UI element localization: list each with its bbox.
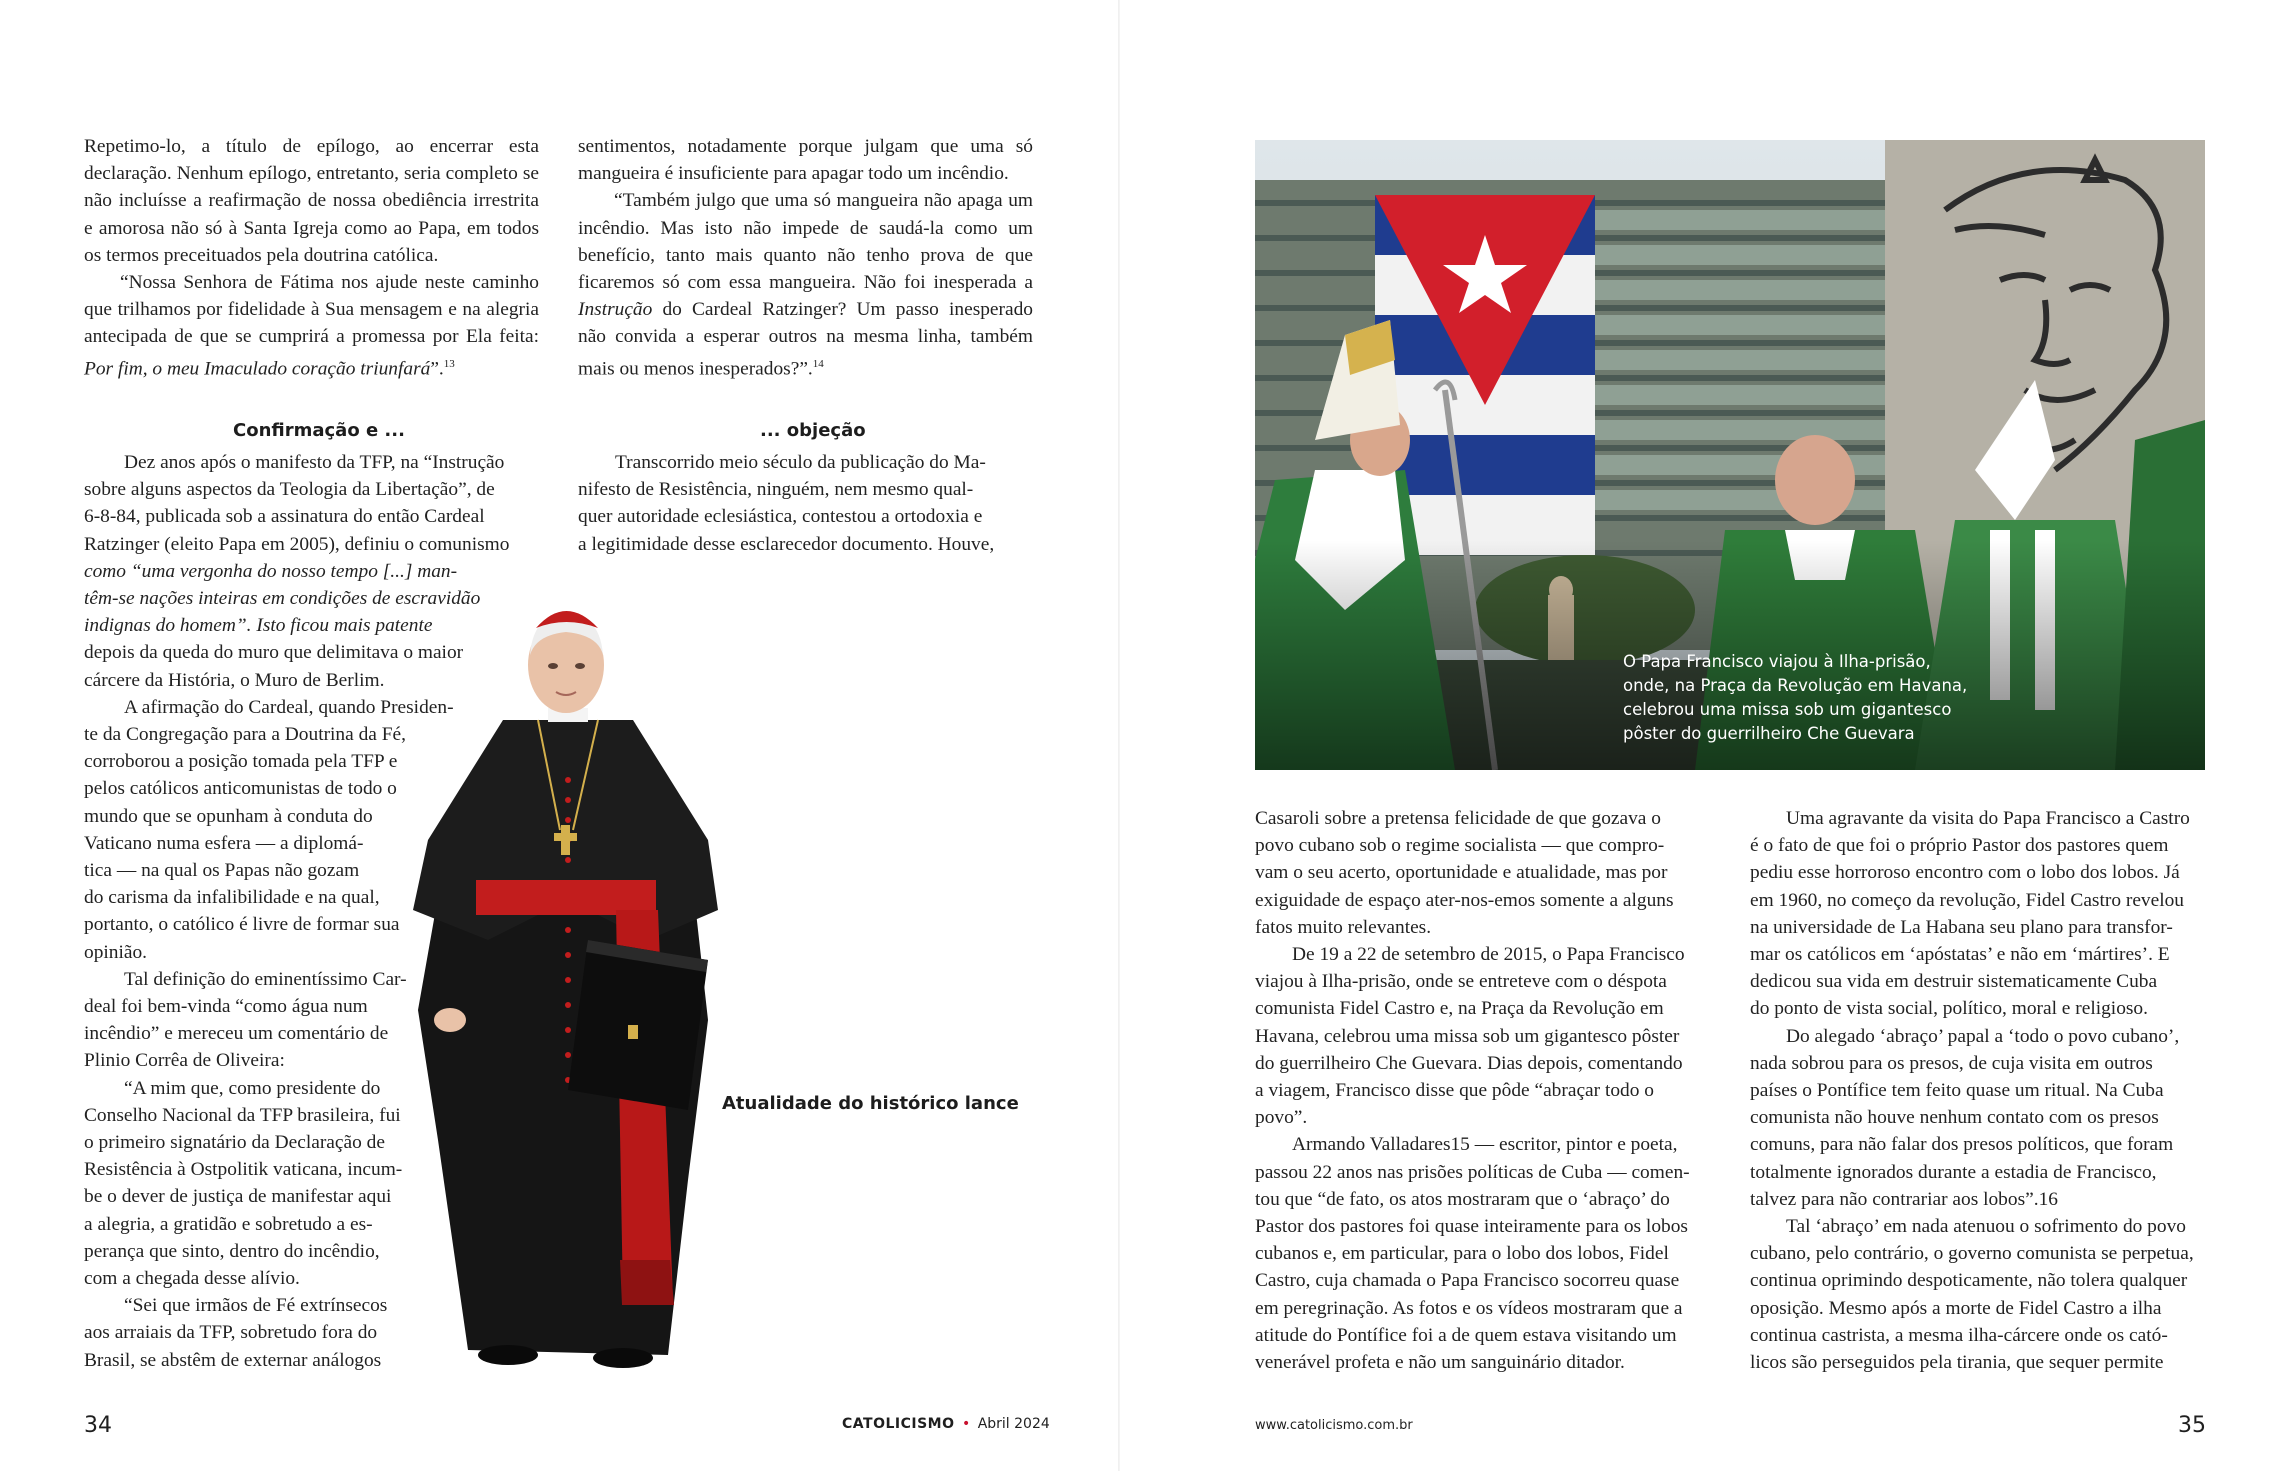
text-line: Conselho Nacional da TFP brasileira, fui [84, 1104, 401, 1126]
text-line: sobre alguns aspectos da Teologia da Libertação”, de [84, 479, 495, 501]
text-line: cubanos e, em particular, para o lobo dos lobos, Fidel [1255, 1243, 1669, 1265]
paragraph: sentimentos, notadamente porque julgam que uma só mangueira é insuficiente para apagar todo um incêndio. [578, 136, 1033, 185]
text-line: na universidade de La Habana seu plano para transfor- [1750, 916, 2173, 938]
text-line: do ponto de vista social, político, moral e religioso. [1750, 998, 2148, 1020]
paragraph: “Nossa Senhora de Fátima nos ajude neste caminho que trilhamos por fidelidade à Sua mensagem e na alegria antecipada de que se cumprirá a promessa por Ela feita: Por fim, o meu Imaculado coração triunfará”.$^{13}$ [84, 272, 539, 380]
issue-date: Abril 2024 [977, 1416, 1050, 1432]
text-line: cubano, pelo contrário, o governo comunista se perpetua, [1750, 1243, 2194, 1265]
text-line: Tal definição do eminentíssimo Car- [124, 968, 407, 990]
text-line: incêndio” e mereceu um comentário de [84, 1023, 389, 1045]
text-line: “A mim que, como presidente do [124, 1077, 381, 1099]
text-line: exiguidade de espaço ater-nos-emos somente a alguns [1255, 889, 1674, 911]
text-line: fatos muito relevantes. [1255, 916, 1432, 938]
text-line: corroborou a posição tomada pela TFP e [84, 751, 398, 773]
text-line: é o fato de que foi o próprio Pastor dos pastores quem [1750, 835, 2169, 857]
heading-confirmacao: Confirmação e ... [233, 420, 405, 441]
text-line: Tal ‘abraço’ em nada atenuou o sofrimento do povo [1786, 1216, 2186, 1237]
text-line: A afirmação do Cardeal, quando Presiden- [124, 696, 454, 718]
text-line: Armando Valladares15 — escritor, pintor e poeta, [1292, 1134, 1678, 1156]
text-line: comunista Fidel Castro e, na Praça da Revolução em [1255, 998, 1664, 1020]
text-line: Dez anos após o manifesto da TFP, na “Instrução [124, 452, 505, 473]
text-line: pelos católicos anticomunistas de todo o [84, 778, 397, 800]
left-page [0, 0, 1120, 1471]
footnote-ref: 14 [812, 357, 824, 370]
heading-atualidade: Atualidade do histórico lance [722, 1093, 1019, 1114]
text-line: Transcorrido meio século da publicação do Ma- [615, 452, 986, 473]
text-line: com a chegada desse alívio. [84, 1268, 300, 1289]
text-line: atitude do Pontífice foi a de quem estava visitando um [1255, 1324, 1677, 1346]
right-column-top [578, 133, 1033, 382]
text-line: comuns, para não falar dos presos políticos, que foram [1750, 1134, 2174, 1156]
magazine-name: CATOLICISMO [842, 1416, 955, 1432]
text-line: a alegria, a gratidão e sobretudo a es- [84, 1213, 373, 1235]
text-line: do carisma da infalibilidade e na qual, [84, 887, 380, 909]
bullet-dot: • [961, 1416, 971, 1432]
text-line: indignas do homem”. Isto ficou mais patente [84, 615, 433, 637]
text-line: em peregrinação. As fotos e os vídeos mostraram que a [1255, 1297, 1683, 1319]
text-line: Pastor dos pastores foi quase inteiramente para os lobos [1255, 1216, 1688, 1237]
left-column-top [84, 133, 539, 382]
text-line: 6-8-84, publicada sob a assinatura do então Cardeal [84, 506, 485, 528]
text-line: viajou à Ilha-prisão, onde se entreteve com o déspota [1255, 971, 1667, 993]
paragraph: Repetimo-lo, a título de epílogo, ao encerrar esta declaração. Nenhum epílogo, entretanto, seria completo se não incluísse a reafirmação de nossa obediência irrestrita e amorosa não só à Santa Igreja como ao Papa, em todos os termos preceituados pela doutrina católica. [84, 136, 539, 266]
text-line: Brasil, se abstêm de externar análogos [84, 1349, 382, 1371]
text-line: continua castrista, a mesma ilha-cárcere onde os cató- [1750, 1324, 2168, 1346]
text-line: Havana, celebrou uma missa sob um gigantesco pôster [1255, 1025, 1680, 1047]
text-line: povo cubano sob o regime socialista — que compro- [1255, 835, 1665, 857]
text-line: Vaticano numa esfera — a diplomá- [84, 832, 364, 854]
text-line: o primeiro signatário da Declaração de [84, 1132, 385, 1153]
text-line: do guerrilheiro Che Guevara. Dias depois, comentando [1255, 1052, 1683, 1074]
text-line: be o dever de justiça de manifestar aqui [84, 1186, 392, 1208]
text-line: passou 22 anos nas prisões políticas de Cuba — comen- [1255, 1161, 1690, 1183]
caption-line: onde, na Praça da Revolução em Havana, [1623, 676, 1968, 695]
text-line: te da Congregação para a Doutrina da Fé, [84, 724, 406, 745]
cardinal-ratzinger-photo [408, 580, 728, 1380]
text-line: cárcere da História, o Muro de Berlim. [84, 669, 385, 691]
text-line: mar os católicos em ‘apóstatas’ e não em ‘mártires’. E [1750, 944, 2170, 965]
text-line: talvez para não contrariar aos lobos”.16 [1750, 1188, 2058, 1210]
text-line: oposição. Mesmo após a morte de Fidel Castro a ilha [1750, 1297, 2162, 1319]
text-line: aos arraiais da TFP, sobretudo fora do [84, 1322, 378, 1344]
caption-line: O Papa Francisco viajou à Ilha-prisão, [1623, 652, 1931, 671]
text-line: países o Pontífice tem feito quase um ritual. Na Cuba [1750, 1080, 2164, 1101]
text-line: mundo que se opunham à conduta do [84, 805, 373, 827]
photo-caption [1623, 650, 2103, 746]
text-line: quer autoridade eclesiástica, contestou a ortodoxia e [578, 506, 983, 528]
footnote-ref: 13 [443, 357, 455, 370]
text-line: continua oprimindo despoticamente, não tolera qualquer [1750, 1270, 2188, 1292]
caption-line: celebrou uma missa sob um gigantesco [1623, 700, 1952, 719]
text-line: deal foi bem-vinda “como água num [84, 996, 368, 1017]
text-line: De 19 a 22 de setembro de 2015, o Papa Francisco [1292, 944, 1685, 965]
text-line: portanto, o católico é livre de formar sua [84, 914, 400, 936]
text-line: tica — na qual os Papas não gozam [84, 860, 360, 881]
text-line: Plinio Corrêa de Oliveira: [84, 1050, 285, 1072]
text-line: Resistência à Ostpolitik vaticana, incum- [84, 1159, 403, 1181]
website-footer: www.catolicismo.com.br [1255, 1418, 1413, 1433]
text-line: a viagem, Francisco disse que pôde “abraçar todo o [1255, 1080, 1654, 1101]
text-line: opinião. [84, 941, 148, 963]
text-line: Do alegado ‘abraço’ papal a ‘todo o povo cubano’, [1786, 1025, 2180, 1047]
text-line: em 1960, no começo da revolução, Fidel Castro revelou [1750, 889, 2185, 911]
text-line: tou que “de fato, os atos mostraram que o ‘abraço’ do [1255, 1188, 1670, 1210]
text-line: “Sei que irmãos de Fé extrínsecos [124, 1295, 388, 1317]
text-line: Castro, cuja chamada o Papa Francisco socorreu quase [1255, 1270, 1680, 1292]
text-line: povo”. [1255, 1107, 1308, 1129]
text-line: Uma agravante da visita do Papa Francisco a Castro [1786, 808, 2190, 829]
havana-mass-photo [1255, 140, 2205, 770]
text-line: pediu esse horroroso encontro com o lobo dos lobos. Já [1750, 862, 2180, 884]
running-footer [842, 1416, 1050, 1432]
text-line: totalmente ignorados durante a estadia de Francisco, [1750, 1161, 2157, 1183]
text-line: a legitimidade desse esclarecedor documento. Houve, [578, 533, 995, 555]
text-line: perança que sinto, dentro do incêndio, [84, 1240, 380, 1262]
paragraph: “Também julgo que uma só mangueira não apaga um incêndio. Mas isto não impede de saudá-la como um benefício, tanto mais quanto não tenho prova de que ficaremos só com essa mangueira. Não foi inesperada a Instrução do Cardeal Ratzinger? Um passo inesperado não convida a esperar outros na mesma linha, também mais ou menos inesperados?”.$^{14}$ [578, 190, 1033, 380]
heading-objecao: ... objeção [760, 420, 866, 441]
text-line: licos são perseguidos pela tirania, que sequer permite [1750, 1352, 2164, 1373]
text-line: depois da queda do muro que delimitava o maior [84, 642, 464, 664]
text-line: Ratzinger (eleito Papa em 2005), definiu o comunismo [84, 533, 510, 555]
page-number-left: 34 [84, 1413, 112, 1438]
text-line: venerável profeta e não um sanguinário ditador. [1255, 1352, 1625, 1373]
page-number-right: 35 [2178, 1413, 2206, 1438]
text-line: Casaroli sobre a pretensa felicidade de que gozava o [1255, 808, 1661, 829]
text-line: têm-se nações inteiras em condições de escravidão [84, 588, 481, 609]
text-line: nada sobrou para os presos, de cuja visita em outros [1750, 1052, 2153, 1074]
text-line: vam o seu acerto, oportunidade e atualidade, mas por [1255, 862, 1668, 884]
text-line: comunista não houve nenhum contato com os presos [1750, 1107, 2159, 1129]
text-line: nifesto de Resistência, ninguém, nem mesmo qual- [578, 479, 974, 501]
text-line: dedicou sua vida em destruir sistematicamente Cuba [1750, 971, 2158, 993]
caption-line: pôster do guerrilheiro Che Guevara [1623, 724, 1915, 743]
text-line: como “uma vergonha do nosso tempo [...] man- [84, 560, 458, 582]
